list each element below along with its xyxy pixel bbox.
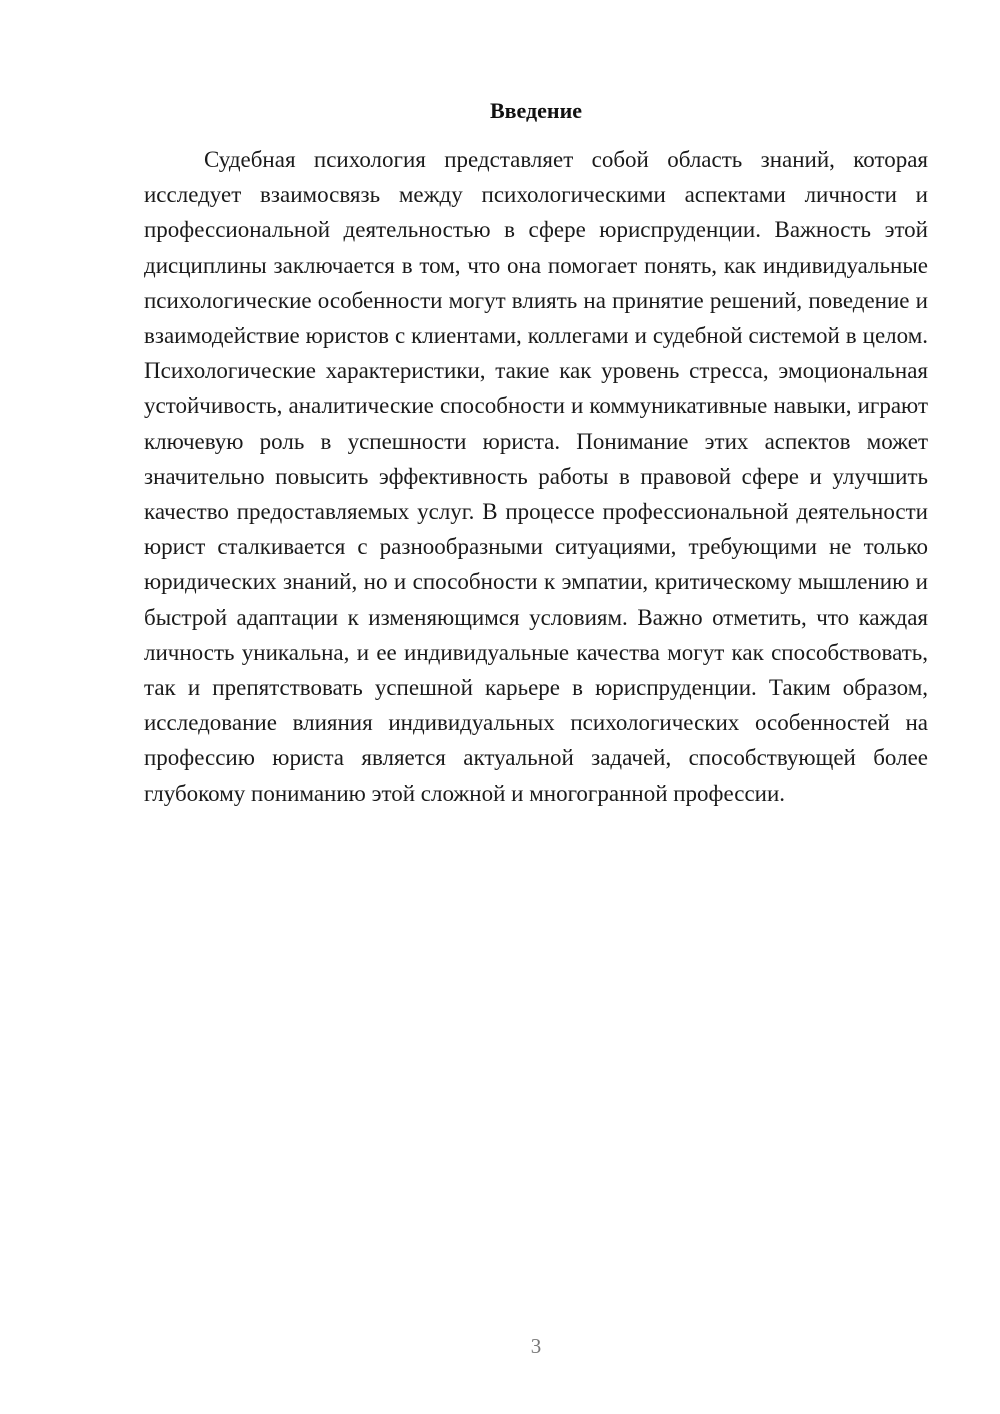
body-paragraph: Судебная психология представляет собой область знаний, которая исследует взаимосвязь между психологическими аспектами личности и профессиональной деятельностью в сфере юриспруденции. Важность этой дисциплины заключается в том, что она помогает понять, как индивидуальные психологические особенности могут влиять на принятие решений, поведение и взаимодействие юристов с клиентами, коллегами и судебной системой в целом. Психологические характеристики, такие как уровень стресса, эмоциональная устойчивость, аналитические способности и коммуникативные навыки, играют ключевую роль в успешности юриста. Понимание этих аспектов может значительно повысить эффективность работы в правовой сфере и улучшить качество предоставляемых услуг. В процессе профессиональной деятельности юрист сталкивается с разнообразными ситуациями, требующими не только юридических знаний, но и способности к эмпатии, критическому мышлению и быстрой адаптации к изменяющимся условиям. Важно отметить, что каждая личность уникальна, и ее индивидуальные качества могут как способствовать, так и препятствовать успешной карьере в юриспруденции. Таким образом, исследование влияния индивидуальных психологических особенностей на профессию юриста является актуальной задачей, способствующей более глубокому пониманию этой сложной и многогранной профессии. [144,147,928,806]
page-number: 3 [530,1334,542,1358]
section-heading: Введение [489,98,583,123]
